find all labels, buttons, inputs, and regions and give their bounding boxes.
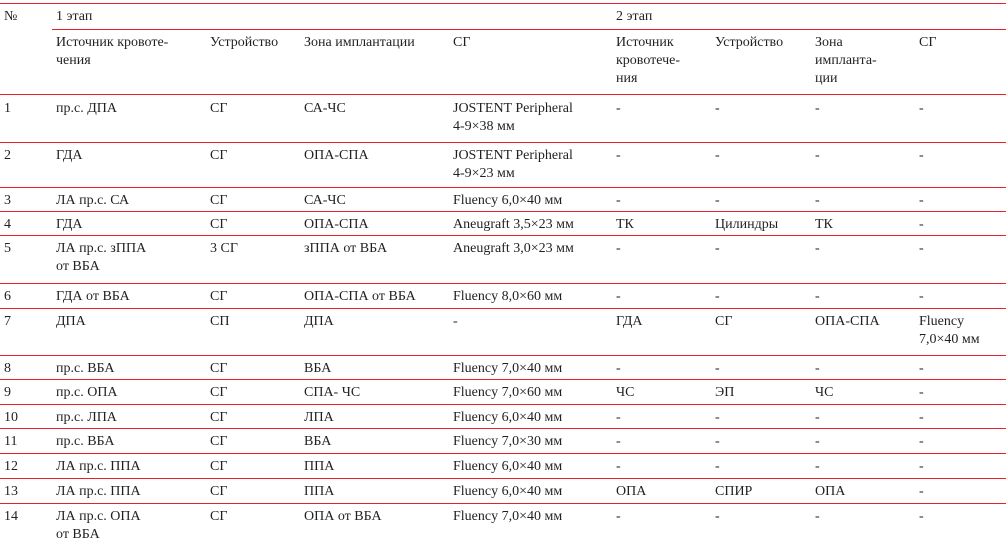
cell-zone-1: ВБА bbox=[304, 434, 332, 449]
row-rule bbox=[0, 503, 1006, 504]
cell-row-num: 4 bbox=[4, 217, 11, 232]
cell-source-2: - bbox=[616, 193, 621, 208]
cell-row-num: 6 bbox=[4, 289, 11, 304]
cell-device-1: СГ bbox=[210, 101, 228, 116]
cell-device-1: СГ bbox=[210, 459, 228, 474]
row-rule bbox=[0, 211, 1006, 212]
cell-row-num: 1 bbox=[4, 101, 11, 116]
cell-device-2: - bbox=[715, 434, 720, 449]
cell-row-num: 14 bbox=[4, 509, 18, 524]
cell-sg-1: Fluency 6,0×40 мм bbox=[453, 484, 563, 499]
cell-device-1: СГ bbox=[210, 484, 228, 499]
cell-row-num: 9 bbox=[4, 385, 11, 400]
cell-zone-1: ДПА bbox=[304, 314, 334, 329]
cell-zone-2: ТК bbox=[815, 217, 833, 232]
cell-source-2: - bbox=[616, 459, 621, 474]
cell-sg-1: Fluency 7,0×30 мм bbox=[453, 434, 563, 449]
cell-device-1: СП bbox=[210, 314, 230, 329]
cell-device-2: - bbox=[715, 361, 720, 376]
cell-sg-1: Fluency 8,0×60 мм bbox=[453, 289, 563, 304]
cell-source-2: - bbox=[616, 361, 621, 376]
cell-zone-2: - bbox=[815, 410, 820, 425]
cell-device-2: - bbox=[715, 101, 720, 116]
row-rule bbox=[0, 379, 1006, 380]
cell-sg-2: - bbox=[919, 509, 924, 524]
cell-device-2: - bbox=[715, 241, 720, 256]
cell-row-num: 5 bbox=[4, 241, 11, 256]
cell-zone-2: ОПА bbox=[815, 484, 846, 499]
cell-zone-2: - bbox=[815, 509, 820, 524]
row-rule bbox=[0, 308, 1006, 309]
cell-row-num: 13 bbox=[4, 484, 18, 499]
cell-sg-1: Fluency 7,0×40 мм bbox=[453, 361, 563, 376]
cell-sg-1: Fluency 6,0×40 мм bbox=[453, 193, 563, 208]
cell-row-num: 12 bbox=[4, 459, 18, 474]
cell-zone-1: СА-ЧС bbox=[304, 193, 346, 208]
cell-source-2: ОПА bbox=[616, 484, 647, 499]
cell-sg-2: - bbox=[919, 217, 924, 232]
header-col-device-2: Устройство bbox=[715, 35, 784, 50]
cell-source-1: ДПА bbox=[56, 314, 86, 329]
cell-sg-2: Fluency 7,0×40 мм bbox=[919, 314, 980, 347]
cell-source-2: - bbox=[616, 241, 621, 256]
cell-sg-1: - bbox=[453, 314, 458, 329]
cell-source-1: ГДА bbox=[56, 217, 83, 232]
cell-source-1: ЛА пр.с. СА bbox=[56, 193, 130, 208]
cell-sg-1: Fluency 7,0×60 мм bbox=[453, 385, 563, 400]
cell-device-2: ЭП bbox=[715, 385, 735, 400]
cell-device-1: СГ bbox=[210, 193, 228, 208]
cell-source-2: - bbox=[616, 434, 621, 449]
header-col-source-1: Источник кровоте- чения bbox=[56, 35, 169, 68]
cell-sg-2: - bbox=[919, 434, 924, 449]
cell-source-1: ЛА пр.с. ППА bbox=[56, 459, 141, 474]
cell-sg-1: Fluency 7,0×40 мм bbox=[453, 509, 563, 524]
header-stage2: 2 этап bbox=[616, 9, 653, 24]
cell-sg-2: - bbox=[919, 385, 924, 400]
cell-source-1: пр.с. ОПА bbox=[56, 385, 118, 400]
row-rule bbox=[0, 142, 1006, 143]
cell-device-2: - bbox=[715, 459, 720, 474]
cell-source-1: ЛА пр.с. зППА от ВБА bbox=[56, 241, 147, 274]
cell-sg-2: - bbox=[919, 193, 924, 208]
cell-source-2: ТК bbox=[616, 217, 634, 232]
cell-device-1: 3 СГ bbox=[210, 241, 238, 256]
row-rule bbox=[0, 187, 1006, 188]
cell-sg-2: - bbox=[919, 241, 924, 256]
cell-source-1: ЛА пр.с. ППА bbox=[56, 484, 141, 499]
cell-device-1: СГ bbox=[210, 410, 228, 425]
cell-zone-1: ВБА bbox=[304, 361, 332, 376]
cell-source-1: ГДА от ВБА bbox=[56, 289, 130, 304]
header-stage1: 1 этап bbox=[56, 9, 93, 24]
cell-device-2: - bbox=[715, 509, 720, 524]
header-rule-top bbox=[0, 3, 1006, 4]
cell-source-1: пр.с. ЛПА bbox=[56, 410, 117, 425]
cell-zone-2: - bbox=[815, 241, 820, 256]
cell-device-2: - bbox=[715, 289, 720, 304]
header-col-zone-1: Зона имплантации bbox=[304, 35, 415, 50]
cell-row-num: 7 bbox=[4, 314, 11, 329]
header-col-sg-2: СГ bbox=[919, 35, 937, 50]
cell-zone-1: ППА bbox=[304, 459, 335, 474]
cell-device-2: Цилиндры bbox=[715, 217, 779, 232]
cell-device-2: СГ bbox=[715, 314, 733, 329]
cell-source-2: - bbox=[616, 289, 621, 304]
header-col-source-2: Источник кровотече- ния bbox=[616, 35, 681, 86]
cell-device-1: СГ bbox=[210, 434, 228, 449]
cell-row-num: 10 bbox=[4, 410, 18, 425]
cell-device-2: - bbox=[715, 410, 720, 425]
cell-zone-1: ОПА от ВБА bbox=[304, 509, 382, 524]
cell-source-1: ГДА bbox=[56, 148, 83, 163]
cell-zone-2: - bbox=[815, 459, 820, 474]
cell-zone-2: ЧС bbox=[815, 385, 834, 400]
cell-source-2: ЧС bbox=[616, 385, 635, 400]
cell-sg-1: JOSTENT Peripheral 4-9×23 мм bbox=[453, 148, 573, 181]
header-num: № bbox=[4, 9, 18, 24]
cell-zone-1: ППА bbox=[304, 484, 335, 499]
cell-device-1: СГ bbox=[210, 289, 228, 304]
cell-sg-2: - bbox=[919, 410, 924, 425]
cell-source-2: - bbox=[616, 410, 621, 425]
cell-source-2: - bbox=[616, 509, 621, 524]
cell-device-2: - bbox=[715, 193, 720, 208]
header-col-device-1: Устройство bbox=[210, 35, 279, 50]
cell-source-2: - bbox=[616, 101, 621, 116]
cell-zone-1: ОПА-СПА bbox=[304, 148, 369, 163]
cell-sg-1: Aneugraft 3,0×23 мм bbox=[453, 241, 574, 256]
cell-row-num: 3 bbox=[4, 193, 11, 208]
cell-zone-1: СПА- ЧС bbox=[304, 385, 361, 400]
cell-zone-2: - bbox=[815, 434, 820, 449]
cell-source-1: пр.с. ДПА bbox=[56, 101, 117, 116]
cell-source-1: пр.с. ВБА bbox=[56, 434, 115, 449]
header-rule-bottom bbox=[0, 94, 1006, 95]
header-col-sg-1: СГ bbox=[453, 35, 471, 50]
cell-zone-2: - bbox=[815, 193, 820, 208]
row-rule bbox=[0, 355, 1006, 356]
cell-source-2: ГДА bbox=[616, 314, 643, 329]
cell-row-num: 8 bbox=[4, 361, 11, 376]
cell-device-1: СГ bbox=[210, 361, 228, 376]
cell-sg-2: - bbox=[919, 148, 924, 163]
cell-zone-1: ЛПА bbox=[304, 410, 334, 425]
cell-zone-2: - bbox=[815, 289, 820, 304]
cell-sg-2: - bbox=[919, 289, 924, 304]
row-rule bbox=[0, 478, 1006, 479]
cell-source-2: - bbox=[616, 148, 621, 163]
cell-device-1: СГ bbox=[210, 385, 228, 400]
cell-zone-2: - bbox=[815, 361, 820, 376]
cell-zone-1: зППА от ВБА bbox=[304, 241, 388, 256]
cell-zone-1: ОПА-СПА от ВБА bbox=[304, 289, 416, 304]
row-rule bbox=[0, 453, 1006, 454]
cell-source-1: ЛА пр.с. ОПА от ВБА bbox=[56, 509, 141, 542]
cell-sg-2: - bbox=[919, 101, 924, 116]
cell-sg-1: Fluency 6,0×40 мм bbox=[453, 410, 563, 425]
cell-row-num: 2 bbox=[4, 148, 11, 163]
cell-sg-1: Fluency 6,0×40 мм bbox=[453, 459, 563, 474]
cell-zone-2: - bbox=[815, 148, 820, 163]
cell-device-2: - bbox=[715, 148, 720, 163]
row-rule bbox=[0, 404, 1006, 405]
cell-source-1: пр.с. ВБА bbox=[56, 361, 115, 376]
cell-zone-2: ОПА-СПА bbox=[815, 314, 880, 329]
cell-device-1: СГ bbox=[210, 217, 228, 232]
cell-device-1: СГ bbox=[210, 509, 228, 524]
row-rule bbox=[0, 235, 1006, 236]
cell-zone-2: - bbox=[815, 101, 820, 116]
cell-sg-1: JOSTENT Peripheral 4-9×38 мм bbox=[453, 101, 573, 134]
row-rule bbox=[0, 283, 1006, 284]
cell-zone-1: СА-ЧС bbox=[304, 101, 346, 116]
row-rule bbox=[0, 428, 1006, 429]
cell-sg-1: Aneugraft 3,5×23 мм bbox=[453, 217, 574, 232]
cell-sg-2: - bbox=[919, 459, 924, 474]
cell-sg-2: - bbox=[919, 361, 924, 376]
cell-row-num: 11 bbox=[4, 434, 18, 449]
header-col-zone-2: Зона импланта- ции bbox=[815, 35, 877, 86]
cell-device-2: СПИР bbox=[715, 484, 753, 499]
cell-device-1: СГ bbox=[210, 148, 228, 163]
stage-rule bbox=[52, 29, 1006, 30]
cell-sg-2: - bbox=[919, 484, 924, 499]
cell-zone-1: ОПА-СПА bbox=[304, 217, 369, 232]
